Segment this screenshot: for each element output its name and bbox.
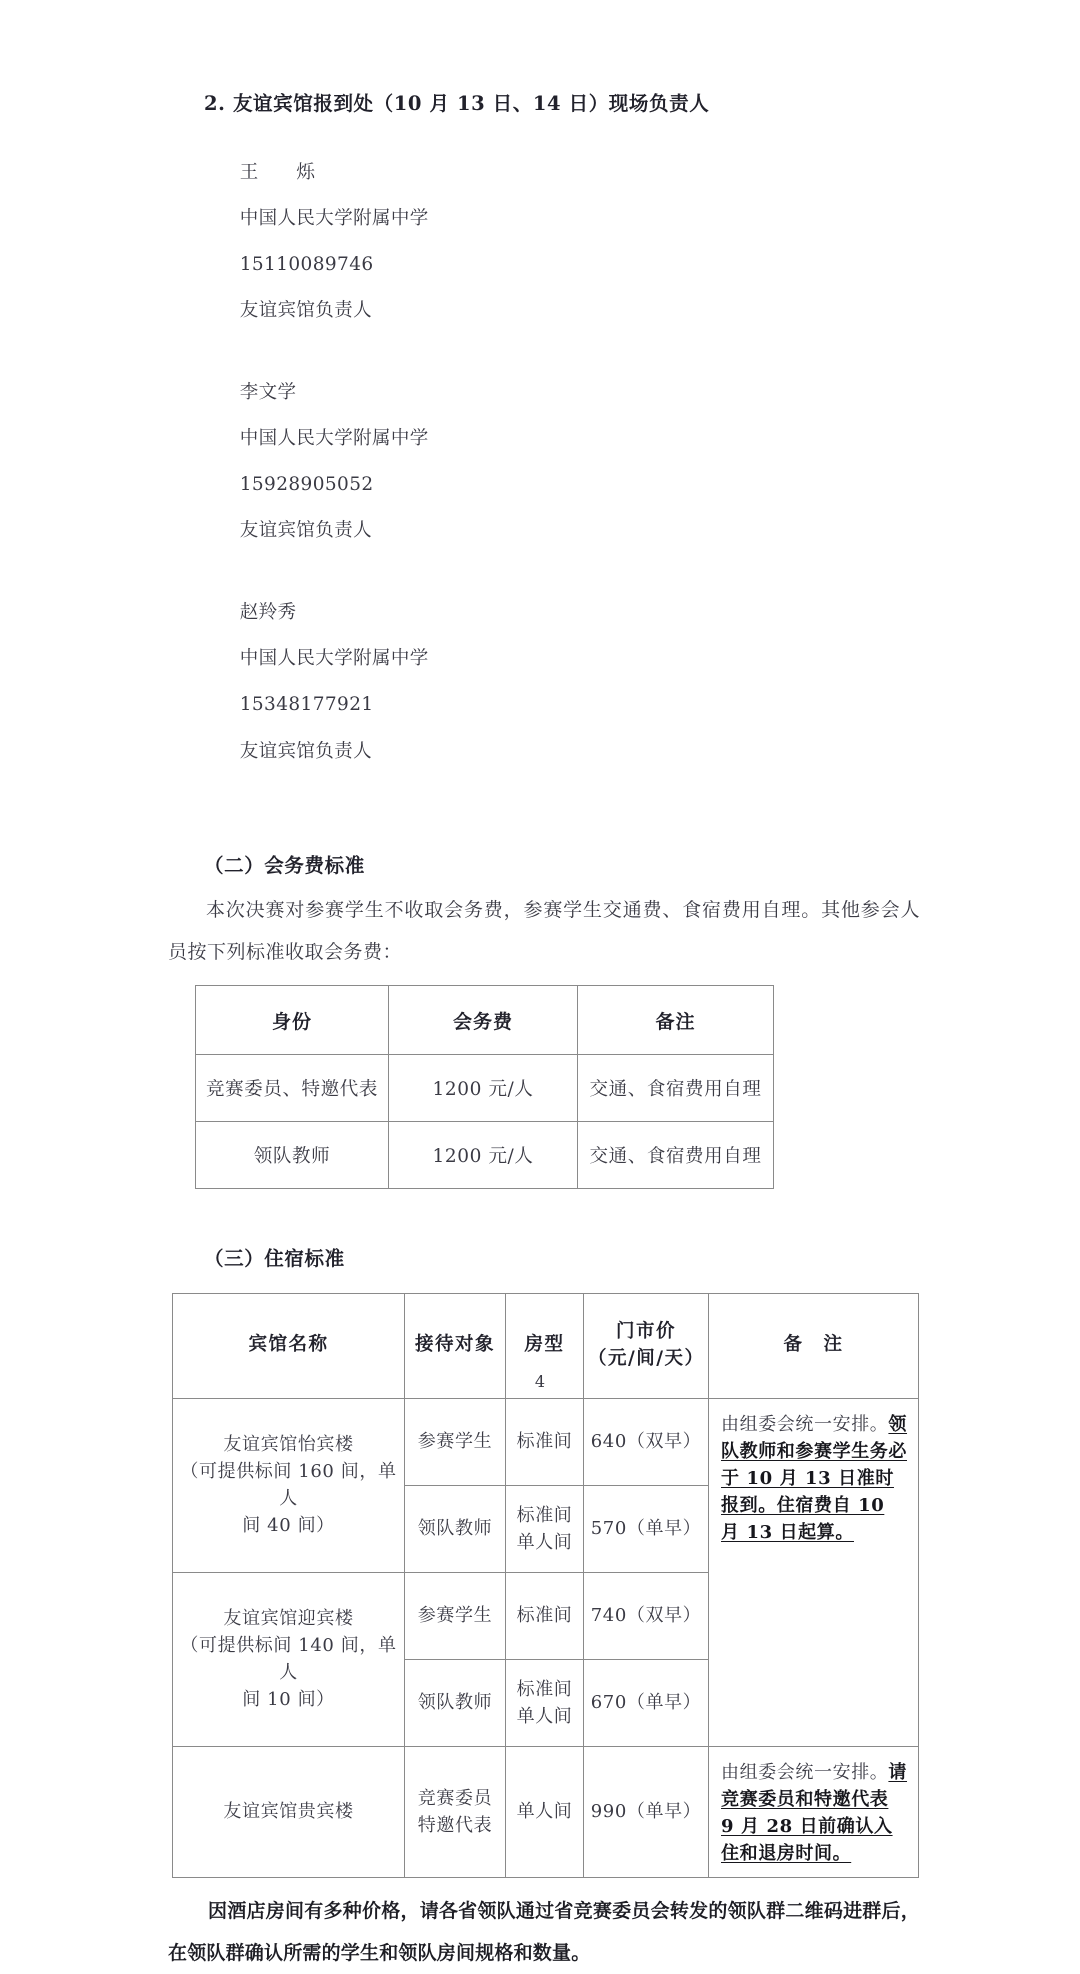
page-content xyxy=(168,0,920,1974)
table-row xyxy=(196,1055,774,1122)
contact-phone: 15928905052 xyxy=(239,474,374,496)
guest-cell: 参赛学生 xyxy=(405,1572,506,1659)
roomtype-line1: 标准间 xyxy=(516,1678,573,1700)
contact-school: 中国人民大学附属中学 xyxy=(239,207,429,229)
remark-plain-text: 由组委会统一安排。 xyxy=(721,1413,889,1435)
fee-cell-identity: 领队教师 xyxy=(196,1122,389,1189)
contact-name: 李文学 xyxy=(239,381,297,403)
guest-cell xyxy=(405,1746,506,1877)
fee-cell-remark: 交通、食宿费用自理 xyxy=(578,1055,774,1122)
fee-paragraph: 本次决赛对参赛学生不收取会务费，参赛学生交通费、食宿费用自理。其他参会人员按下列标准收取会务费： xyxy=(168,899,920,964)
remark-cell xyxy=(709,1398,919,1746)
hotel-name-line3: 间 40 间） xyxy=(242,1515,335,1537)
guest-line2: 特邀代表 xyxy=(417,1814,493,1836)
contact-role: 友谊宾馆负责人 xyxy=(239,520,372,542)
roomtype-cell xyxy=(506,1485,584,1572)
contact-role: 友谊宾馆负责人 xyxy=(239,740,372,762)
fee-col-amount: 会务费 xyxy=(389,986,578,1055)
contact-spacer xyxy=(240,451,246,472)
price-cell: 990（单早） xyxy=(584,1746,709,1877)
hotel-name-cell xyxy=(173,1398,405,1572)
contact-line xyxy=(168,358,920,566)
contact-spacer xyxy=(240,497,246,518)
price-header-line1: 门市价 xyxy=(615,1320,676,1342)
contact-school: 中国人民大学附属中学 xyxy=(239,427,429,449)
price-cell: 670（单早） xyxy=(584,1659,709,1746)
guest-cell: 领队教师 xyxy=(405,1659,506,1746)
price-header-line2: （元/间/天） xyxy=(588,1347,705,1369)
fee-table xyxy=(195,985,774,1189)
hotel-name-line2: （可提供标间 160 间，单人 xyxy=(180,1461,397,1510)
table-row xyxy=(196,1122,774,1189)
guest-line1: 竞赛委员 xyxy=(417,1787,493,1809)
page-number: 4 xyxy=(534,1372,546,1391)
contact-spacer xyxy=(240,231,246,252)
contact-school: 中国人民大学附属中学 xyxy=(239,648,429,670)
hotel-name-cell xyxy=(173,1572,405,1746)
lodging-col-hotel: 宾馆名称 xyxy=(173,1293,405,1398)
contact-phone: 15110089746 xyxy=(239,254,374,276)
contact-name: 赵羚秀 xyxy=(239,601,297,623)
lodging-col-guest: 接待对象 xyxy=(405,1293,506,1398)
contact-spacer xyxy=(240,405,259,426)
roomtype-cell xyxy=(506,1659,584,1746)
lodging-col-remark: 备 注 xyxy=(709,1293,919,1398)
contact-phone: 15348177921 xyxy=(239,694,374,716)
guest-cell: 领队教师 xyxy=(405,1485,506,1572)
hotel-name-line1: 友谊宾馆贵宾楼 xyxy=(223,1801,354,1823)
remark-cell xyxy=(709,1746,919,1877)
fee-col-identity: 身份 xyxy=(196,986,389,1055)
fee-heading: （二）会务费标准 xyxy=(204,853,365,877)
price-cell: 640（双早） xyxy=(584,1398,709,1485)
contact-line xyxy=(168,137,920,345)
roomtype-cell: 标准间 xyxy=(506,1398,584,1485)
lodging-heading: （三）住宿标准 xyxy=(204,1247,345,1271)
fee-cell-remark: 交通、食宿费用自理 xyxy=(578,1122,774,1189)
remark-emphasis-text: 领队教师和参赛学生务必于 10 月 13 日准时报到。住宿费自 10 月 13 日起算。 xyxy=(721,1413,908,1543)
roomtype-line1: 标准间 xyxy=(516,1504,573,1526)
contact-spacer xyxy=(240,671,246,692)
contacts-heading: 2. 友谊宾馆报到处（10 月 13 日、14 日）现场负责人 xyxy=(204,92,710,115)
lodging-note: 因酒店房间有多种价格，请各省领队通过省竞赛委员会转发的领队群二维码进群后，在领队群确认所需的学生和领队房间规格和数量。 xyxy=(168,1899,920,1964)
roomtype-cell: 单人间 xyxy=(506,1746,584,1877)
price-cell: 740（双早） xyxy=(584,1572,709,1659)
hotel-name-cell xyxy=(173,1746,405,1877)
contact-role: 友谊宾馆负责人 xyxy=(239,300,372,322)
hotel-name-line3: 间 10 间） xyxy=(242,1689,335,1711)
fee-cell-identity: 竞赛委员、特邀代表 xyxy=(196,1055,389,1122)
contact-spacer xyxy=(240,717,246,738)
remark-plain-text: 由组委会统一安排。 xyxy=(721,1761,889,1783)
roomtype-line2: 单人间 xyxy=(516,1705,573,1727)
fee-cell-amount: 1200 元/人 xyxy=(389,1055,578,1122)
fee-cell-amount: 1200 元/人 xyxy=(389,1122,578,1189)
roomtype-line2: 单人间 xyxy=(516,1531,573,1553)
lodging-col-roomtype: 房型 xyxy=(506,1293,584,1398)
remark-emphasis-text: 请竞赛委员和特邀代表 9 月 28 日前确认入住和退房时间。 xyxy=(721,1761,908,1864)
hotel-name-line1: 友谊宾馆怡宾楼 xyxy=(223,1434,354,1456)
fee-col-remark: 备注 xyxy=(578,986,774,1055)
contact-line xyxy=(168,578,920,786)
table-row xyxy=(173,1398,919,1485)
price-cell: 570（单早） xyxy=(584,1485,709,1572)
contact-spacer xyxy=(240,185,259,206)
hotel-name-line2: （可提供标间 140 间，单人 xyxy=(180,1635,397,1684)
roomtype-cell: 标准间 xyxy=(506,1572,584,1659)
guest-cell: 参赛学生 xyxy=(405,1398,506,1485)
contact-spacer xyxy=(240,277,246,298)
table-row xyxy=(173,1746,919,1877)
hotel-name-line1: 友谊宾馆迎宾楼 xyxy=(223,1608,354,1630)
contact-name: 王 烁 xyxy=(239,161,316,183)
contact-spacer xyxy=(240,625,259,646)
table-header-row xyxy=(196,986,774,1055)
